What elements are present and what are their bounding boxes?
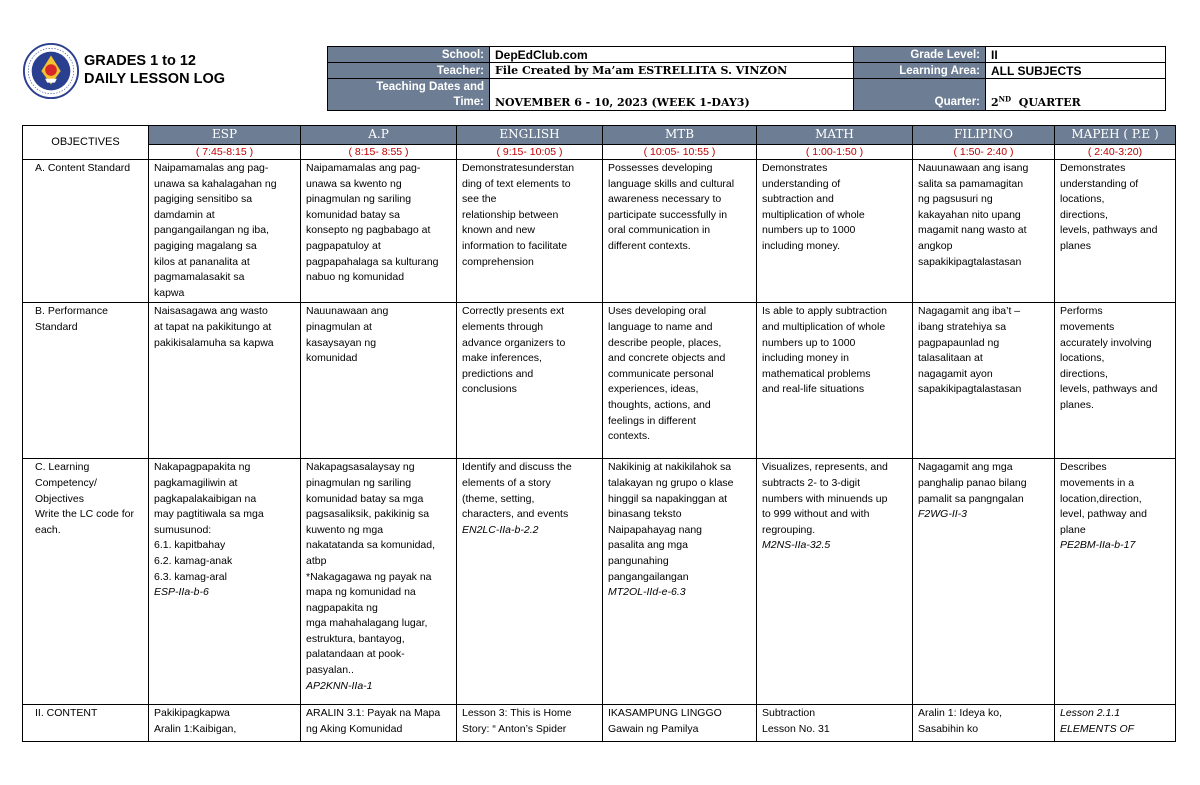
cell-text-line: komunidad batay sa mga (306, 492, 424, 505)
cell-text-line: talasalitaan at (918, 352, 983, 365)
cell-text-line: Sasabihin ko (918, 722, 979, 735)
teaching-dates-value: NOVEMBER 6 - 10, 2023 (WEEK 1-DAY3) (490, 79, 854, 111)
cell-text-line: ibang stratehiya sa (918, 320, 1007, 333)
row-label (23, 459, 149, 705)
row-label (23, 160, 149, 303)
row-label-line: Write the LC code for (35, 508, 135, 521)
cell-text-line: Uses developing oral (608, 305, 707, 318)
cell-text-line: konsepto ng pagbabago at (306, 224, 431, 237)
cell-text-line: language to name and (608, 320, 713, 333)
cell-text-line: numbers up to 1000 (762, 224, 856, 237)
lesson-cell (757, 705, 913, 742)
cell-text-line: M2NS-IIa-32.5 (762, 539, 831, 552)
cell-text-line: Pakikipagkapwa (154, 707, 230, 720)
cell-text-line: Aralin 1:Kaibigan, (154, 722, 237, 735)
cell-text-line: ng Aking Komunidad (306, 722, 403, 735)
cell-text-line: understanding of (1060, 177, 1139, 190)
cell-text-line: information to facilitate (462, 239, 568, 252)
cell-text-line: kasaysayan ng (306, 336, 377, 349)
document-title (84, 52, 324, 88)
lesson-cell (301, 459, 457, 705)
lesson-cell (913, 705, 1055, 742)
lesson-cell (149, 160, 301, 303)
cell-text-line: thoughts, actions, and (608, 398, 711, 411)
row-label-line: B. Performance (35, 305, 108, 318)
cell-text-line: to 999 without and with (762, 508, 870, 521)
row-label-line: C. Learning (35, 461, 90, 474)
lesson-cell (603, 303, 757, 459)
cell-text-line: pangunahing (608, 554, 669, 567)
cell-text-line: nabuo ng komunidad (306, 271, 405, 284)
cell-text-line: and concrete objects and (608, 352, 726, 365)
cell-text-line: pagpapatuloy at (306, 239, 381, 252)
schedule-time: ( 8:15- 8:55 ) (301, 145, 457, 160)
cell-text-line: predictions and (462, 367, 534, 380)
cell-text-line: Naipamamalas ang pag- (154, 162, 269, 174)
cell-text-line: komunidad batay sa (306, 208, 400, 221)
lesson-cell (149, 303, 301, 459)
lesson-cell (1055, 459, 1176, 705)
lesson-cell (301, 303, 457, 459)
cell-text-line: binasang teksto (608, 508, 682, 521)
row-label-line: Standard (35, 320, 78, 333)
subject-header-filipino: FILIPINO (913, 126, 1055, 145)
cell-text-line: Nagagamit ang iba’t – (918, 305, 1021, 318)
cell-text-line: location,direction, (1060, 492, 1142, 505)
schedule-time: ( 1:50- 2:40 ) (913, 145, 1055, 160)
cell-text-line: describe people, places, (608, 336, 722, 349)
cell-text-line: AP2KNN-IIa-1 (306, 679, 373, 692)
cell-text-line: pagpapahalaga sa kulturang (306, 255, 439, 268)
cell-text-line: advance organizers to (462, 336, 566, 349)
cell-text-line: Demonstrates (1060, 162, 1126, 174)
cell-text-line: communicate personal (608, 367, 714, 380)
cell-text-line: MT2OL-IId-e-6.3 (608, 586, 686, 599)
lesson-cell (457, 160, 603, 303)
row-label-line: Objectives (35, 492, 85, 505)
cell-text-line: different contexts. (608, 239, 691, 252)
cell-text-line: Nagagamit ang mga (918, 461, 1013, 474)
cell-text-line: sapakikipagtalastasan (918, 255, 1022, 268)
cell-text-line: Possesses developing (608, 162, 713, 174)
cell-text-line: EN2LC-IIa-b-2.2 (462, 523, 539, 536)
lesson-cell (757, 459, 913, 705)
cell-text-line: Nakapagsasalaysay ng (306, 461, 415, 474)
cell-text-line: mathematical problems (762, 367, 871, 380)
cell-text-line: numbers with minuends up (762, 492, 888, 505)
cell-text-line: pakikisalamuha sa kapwa (154, 336, 274, 349)
content-row (23, 705, 1176, 742)
row-label-line: II. CONTENT (35, 707, 98, 720)
cell-text-line: palatandaan at pook- (306, 648, 405, 661)
cell-text-line: multiplication of whole (762, 208, 865, 221)
cell-text-line: pasalita ang mga (608, 539, 688, 552)
cell-text-line: nakatatanda sa komunidad, (306, 539, 436, 552)
cell-text-line: planes. (1060, 398, 1094, 411)
school-label: School: (328, 47, 490, 63)
grade-level-value: II (986, 47, 1166, 63)
cell-text-line: F2WG-II-3 (918, 508, 967, 521)
cell-text-line: pagkamagiliwin at (154, 476, 238, 489)
cell-text-line: ELEMENTS OF (1060, 722, 1135, 735)
cell-text-line: Lesson No. 31 (762, 722, 830, 735)
cell-text-line: numbers up to 1000 (762, 336, 856, 349)
teacher-label: Teacher: (328, 63, 490, 79)
learning-area-label: Learning Area: (854, 63, 986, 79)
schedule-time-row (23, 145, 1176, 160)
cell-text-line: hinggil sa napakinggan at (608, 492, 728, 505)
lesson-cell (603, 160, 757, 303)
lesson-cell (603, 705, 757, 742)
cell-text-line: regrouping. (762, 523, 816, 536)
cell-text-line: pagmamalasakit sa (154, 271, 245, 284)
subject-header-math: MATH (757, 126, 913, 145)
cell-text-line: Story: “ Anton’s Spider (462, 722, 567, 735)
cell-text-line: levels, pathways and (1060, 383, 1158, 396)
school-value: DepEdClub.com (490, 47, 854, 63)
cell-text-line: pagiging magalang sa (154, 239, 257, 252)
lesson-cell (457, 459, 603, 705)
cell-text-line: sapakikipagtalastasan (918, 383, 1022, 396)
cell-text-line: Naipapahayag nang (608, 523, 702, 536)
cell-text-line: plane (1060, 523, 1086, 536)
subject-header-row (23, 126, 1176, 145)
lesson-cell (913, 459, 1055, 705)
cell-text-line: Describes (1060, 461, 1107, 474)
cell-text-line: damdamin at (154, 208, 215, 221)
cell-text-line: elements of a story (462, 476, 551, 489)
deped-seal-logo (22, 42, 80, 100)
cell-text-line: movements in a (1060, 476, 1135, 489)
teaching-dates-label-line1: Teaching Dates and (376, 81, 484, 93)
cell-text-line: at tapat na pakikitungo at (154, 320, 272, 333)
cell-text-line: subtraction and (762, 193, 834, 206)
cell-text-line: 6.2. kamag-anak (154, 554, 233, 567)
grade-level-label: Grade Level: (854, 47, 986, 63)
cell-text-line: planes (1060, 239, 1091, 252)
cell-text-line: pinagmulan ng sariling (306, 193, 412, 206)
objectives-header: OBJECTIVES (23, 126, 149, 160)
cell-text-line: komunidad (306, 352, 358, 365)
cell-text-line: unawa sa kahalagahan ng (154, 177, 277, 190)
cell-text-line: conclusions (462, 383, 517, 396)
cell-text-line: characters, and events (462, 508, 569, 521)
cell-text-line: pinagmulan ng sariling (306, 476, 412, 489)
subject-header-a-p: A.P (301, 126, 457, 145)
cell-text-line: unawa sa kwento ng (306, 177, 402, 190)
cell-text-line: angkop (918, 239, 953, 252)
cell-text-line: (theme, setting, (462, 492, 535, 505)
cell-text-line: atbp (306, 554, 327, 567)
cell-text-line: Demonstrates (762, 162, 828, 174)
lesson-cell (149, 705, 301, 742)
cell-text-line: magamit nang wasto at (918, 224, 1027, 237)
cell-text-line: pagsasaliksik, pakikinig sa (306, 508, 430, 521)
quarter-value (986, 79, 1166, 111)
cell-text-line: language skills and cultural (608, 177, 735, 190)
cell-text-line: Naisasagawa ang wasto (154, 305, 268, 318)
lesson-cell (913, 160, 1055, 303)
cell-text-line: levels, pathways and (1060, 224, 1158, 237)
learning-area-value: ALL SUBJECTS (986, 63, 1166, 79)
lesson-cell (457, 705, 603, 742)
cell-text-line: movements (1060, 320, 1115, 333)
row-label-line: Competency/ (35, 476, 97, 489)
lesson-cell (757, 160, 913, 303)
cell-text-line: salita sa pamamagitan (918, 177, 1024, 190)
cell-text-line: Naipamamalas ang pag- (306, 162, 421, 174)
learning-competency-row (23, 459, 1176, 705)
cell-text-line: Nakapagpapakita ng (154, 461, 251, 474)
cell-text-line: panghalip panao bilang (918, 476, 1027, 489)
schedule-time: ( 1:00-1:50 ) (757, 145, 913, 160)
performance-standard-row (23, 303, 1176, 459)
cell-text-line: elements through (462, 320, 544, 333)
cell-text-line: level, pathway and (1060, 508, 1147, 521)
cell-text-line: and real-life situations (762, 383, 865, 396)
cell-text-line: Nauunawaan ang isang (918, 162, 1029, 174)
quarter-label: Quarter: (854, 79, 986, 111)
cell-text-line: including money. (762, 239, 841, 252)
cell-text-line: may pagtitiwala sa mga (154, 508, 264, 521)
info-table (327, 46, 1166, 111)
cell-text-line: pinagmulan at (306, 320, 372, 333)
cell-text-line: Identify and discuss the (462, 461, 572, 474)
cell-text-line: pamalit sa pangngalan (918, 492, 1024, 505)
lesson-cell (149, 459, 301, 705)
cell-text-line: Nakikinig at nakikilahok sa (608, 461, 732, 474)
cell-text-line: estruktura, bantayog, (306, 632, 405, 645)
content-standard-row (23, 160, 1176, 303)
cell-text-line: awareness necessary to (608, 193, 722, 206)
lesson-cell (1055, 303, 1176, 459)
cell-text-line: 6.1. kapitbahay (154, 539, 226, 552)
cell-text-line: participate successfully in (608, 208, 728, 221)
cell-text-line: locations, (1060, 193, 1105, 206)
row-label (23, 303, 149, 459)
subject-header-esp: ESP (149, 126, 301, 145)
schedule-time: ( 2:40-3:20) (1055, 145, 1176, 160)
subject-header-mapeh-p-e: MAPEH ( P.E ) (1055, 126, 1176, 145)
cell-text-line: oral communication in (608, 224, 711, 237)
subject-header-mtb: MTB (603, 126, 757, 145)
cell-text-line: and multiplication of whole (762, 320, 886, 333)
cell-text-line: comprehension (462, 255, 534, 268)
cell-text-line: Is able to apply subtraction (762, 305, 887, 318)
lesson-log-table (22, 125, 1176, 742)
cell-text-line: 6.3. kamag-aral (154, 570, 227, 583)
cell-text-line: IKASAMPUNG LINGGO (608, 707, 722, 720)
cell-text-line: kuwento ng mga (306, 523, 384, 536)
lesson-cell (301, 160, 457, 303)
cell-text-line: directions, (1060, 367, 1108, 380)
cell-text-line: kilos at pananalita at (154, 255, 250, 268)
cell-text-line: known and new (462, 224, 535, 237)
cell-text-line: talakayan ng grupo o klase (608, 476, 734, 489)
cell-text-line: pangangailangan ng iba, (154, 224, 270, 237)
cell-text-line: pangangailangan (608, 570, 689, 583)
lesson-cell (913, 303, 1055, 459)
cell-text-line: see the (462, 193, 497, 206)
cell-text-line: nagagamit ayon (918, 367, 993, 380)
cell-text-line: locations, (1060, 352, 1105, 365)
teaching-dates-label (328, 79, 490, 111)
row-label-line: each. (35, 523, 61, 536)
cell-text-line: Visualizes, represents, and (762, 461, 888, 474)
cell-text-line: subtracts 2- to 3-digit (762, 476, 861, 489)
cell-text-line: Correctly presents ext (462, 305, 565, 318)
cell-text-line: Lesson 2.1.1 (1060, 707, 1121, 720)
cell-text-line: kapwa (154, 286, 185, 299)
row-label-line: A. Content Standard (35, 162, 131, 174)
cell-text-line: relationship between (462, 208, 559, 221)
quarter-number: 2 (991, 96, 999, 109)
cell-text-line: feelings in different (608, 414, 696, 427)
title-line-1: GRADES 1 to 12 (84, 53, 196, 69)
cell-text-line: *Nakagagawa ng payak na (306, 570, 432, 583)
cell-text-line: sumusunod: (154, 523, 212, 536)
cell-text-line: PE2BM-IIa-b-17 (1060, 539, 1136, 552)
cell-text-line: ng pagsusuri ng (918, 193, 993, 206)
teaching-dates-label-line2: Time: (453, 96, 484, 108)
schedule-time: ( 7:45-8:15 ) (149, 145, 301, 160)
quarter-suffix: ND (998, 94, 1012, 104)
cell-text-line: directions, (1060, 208, 1108, 221)
cell-text-line: Lesson 3: This is Home (462, 707, 572, 720)
cell-text-line: Gawain ng Pamilya (608, 722, 699, 735)
cell-text-line: Performs (1060, 305, 1103, 318)
cell-text-line: Subtraction (762, 707, 816, 720)
quarter-word: QUARTER (1018, 96, 1081, 109)
cell-text-line: nagpapakita ng (306, 601, 378, 614)
lesson-cell (757, 303, 913, 459)
title-line-2: DAILY LESSON LOG (84, 71, 225, 87)
cell-text-line: understanding of (762, 177, 841, 190)
cell-text-line: pasyalan.. (306, 664, 354, 677)
cell-text-line: pagkapalakaibigan na (154, 492, 257, 505)
cell-text-line: pagpapaunlad ng (918, 336, 1000, 349)
cell-text-line: contexts. (608, 430, 651, 443)
schedule-time: ( 10:05- 10:55 ) (603, 145, 757, 160)
lesson-cell (603, 459, 757, 705)
cell-text-line: including money in (762, 352, 849, 365)
lesson-cell (1055, 705, 1176, 742)
cell-text-line: make inferences, (462, 352, 542, 365)
cell-text-line: accurately involving (1060, 336, 1152, 349)
cell-text-line: Demonstratesunderstan (462, 162, 575, 174)
cell-text-line: ESP-IIa-b-6 (154, 586, 209, 599)
cell-text-line: pagiging sensitibo sa (154, 193, 253, 206)
schedule-time: ( 9:15- 10:05 ) (457, 145, 603, 160)
cell-text-line: Aralin 1: Ideya ko, (918, 707, 1003, 720)
cell-text-line: ding of text elements to (462, 177, 571, 190)
cell-text-line: mapa ng komunidad na (306, 586, 416, 599)
lesson-cell (301, 705, 457, 742)
cell-text-line: Nauunawaan ang (306, 305, 389, 318)
row-label (23, 705, 149, 742)
teacher-value: File Created by Ma’am ESTRELLITA S. VINZON (490, 63, 854, 79)
lesson-cell (457, 303, 603, 459)
cell-text-line: experiences, ideas, (608, 383, 699, 396)
cell-text-line: mga mahahalagang lugar, (306, 617, 428, 630)
cell-text-line: ARALIN 3.1: Payak na Mapa (306, 707, 441, 720)
lesson-cell (1055, 160, 1176, 303)
cell-text-line: kakayahan nito upang (918, 208, 1021, 221)
subject-header-english: ENGLISH (457, 126, 603, 145)
